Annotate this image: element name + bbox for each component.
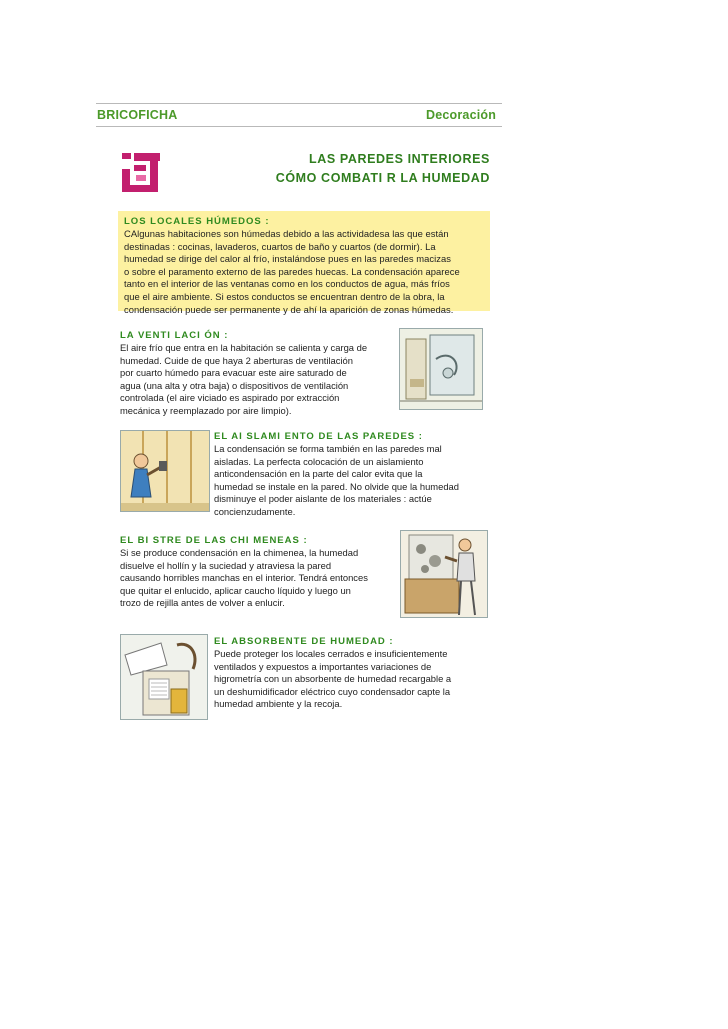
aislamiento-line: La condensación se forma también en las paredes mal [214, 443, 442, 454]
section-title-ventilacion: LA VENTI LACI ÓN : [120, 330, 229, 341]
absorbente-line: ventilados y expuestos a importantes variaciones de [214, 660, 432, 672]
ventilation-illustration [399, 328, 483, 410]
absorbente-line: Puede proteger los locales cerrados e insuficientemente [214, 648, 448, 659]
title-line-1: LAS PAREDES INTERIORES [308, 152, 490, 166]
header-top-rule [96, 103, 502, 104]
aislamiento-line: aisladas. La perfecta colocación de un aislamiento [214, 455, 424, 467]
chimney-illustration [400, 530, 488, 618]
dehumidifier-illustration [120, 634, 208, 720]
locales-line: destinadas : cocinas, lavaderos, cuartos de baño y cuartos (de dormir). La [124, 240, 436, 252]
ventilacion-line: por cuarto húmedo para evacuar este aire saturado de [120, 367, 347, 379]
section-body-absorbente [214, 648, 490, 711]
section-body-locales [124, 228, 490, 316]
chimeneas-line: disuelve el hollín y la suciedad y atraviesa la pared [120, 559, 332, 571]
ventilacion-line: controlada (el aire viciado es aspirado por extracción [120, 392, 340, 404]
section-title-chimeneas: EL BI STRE DE LAS CHI MENEAS : [120, 535, 308, 546]
section-body-chimeneas [120, 547, 398, 610]
ventilacion-line: El aire frío que entra en la habitación se calienta y carga de [120, 342, 368, 353]
locales-line: humedad se dirige del calor al frío, instalándose pues en las paredes macizas [124, 253, 451, 265]
insulation-illustration [120, 430, 210, 512]
aislamiento-line: anticondensación en la parte del calor evita que la [214, 468, 423, 480]
chimeneas-line: causando horribles manchas en el interior. Tendrá entonces [120, 572, 368, 584]
locales-line: que el aire ambiente. Si estos conductos se encuentran dentro de la obra, la [124, 290, 445, 302]
title-line-2: CÓMO COMBATI R LA HUMEDAD [275, 171, 490, 185]
ventilacion-line: mecánica y reemplazado por aire limpio). [120, 404, 292, 416]
ventilacion-line: humedad. Cuide de que haya 2 aberturas de ventilación [120, 354, 353, 366]
page-title [250, 151, 490, 186]
locales-line: CAlgunas habitaciones son húmedas debido a las actividadesa las que están [124, 228, 449, 239]
section-body-ventilacion [120, 342, 398, 418]
section-title-absorbente: EL ABSORBENTE DE HUMEDAD : [214, 636, 394, 647]
chimeneas-line: que quitar el enlucido, aplicar caucho líquido y luego un [120, 584, 351, 596]
chimeneas-line: trozo de rejilla antes de volver a enlucir. [120, 597, 285, 609]
locales-line: condensación puede ser permanente y de ahí la aparición de zonas húmedas. [124, 303, 454, 315]
bricoficha-logo [120, 151, 164, 195]
ventilacion-line: agua (una alta y otra baja) o dispositivos de ventilación [120, 379, 349, 391]
chimeneas-line: Si se produce condensación en la chimenea, la humedad [120, 547, 359, 558]
section-body-aislamiento [214, 443, 490, 519]
absorbente-line: higrometría con un absorbente de humedad recargable a [214, 673, 452, 685]
section-title-aislamiento: EL AI SLAMI ENTO DE LAS PAREDES : [214, 431, 423, 442]
aislamiento-line: disminuye el poder aislante de los materiales : actúe [214, 493, 432, 505]
header-brand-label: BRICOFICHA [97, 108, 178, 122]
aislamiento-line: concienzudamente. [214, 505, 296, 517]
aislamiento-line: humedad se instale en la pared. No olvide que la humedad [214, 480, 459, 492]
header-bottom-rule [96, 126, 502, 127]
locales-line: o sobre el paramento externo de las paredes huecas. La condensación aparece [124, 265, 460, 277]
absorbente-line: un deshumidificador eléctrico cuyo condensador capte la [214, 685, 451, 697]
header-section-label: Decoración [426, 108, 497, 122]
section-title-locales: LOS LOCALES HÚMEDOS : [124, 216, 270, 227]
locales-line: tanto en el interior de las ventanas como en los conductos de agua, más fríos [124, 278, 450, 290]
absorbente-line: humedad ambiente y la recoja. [214, 698, 343, 710]
